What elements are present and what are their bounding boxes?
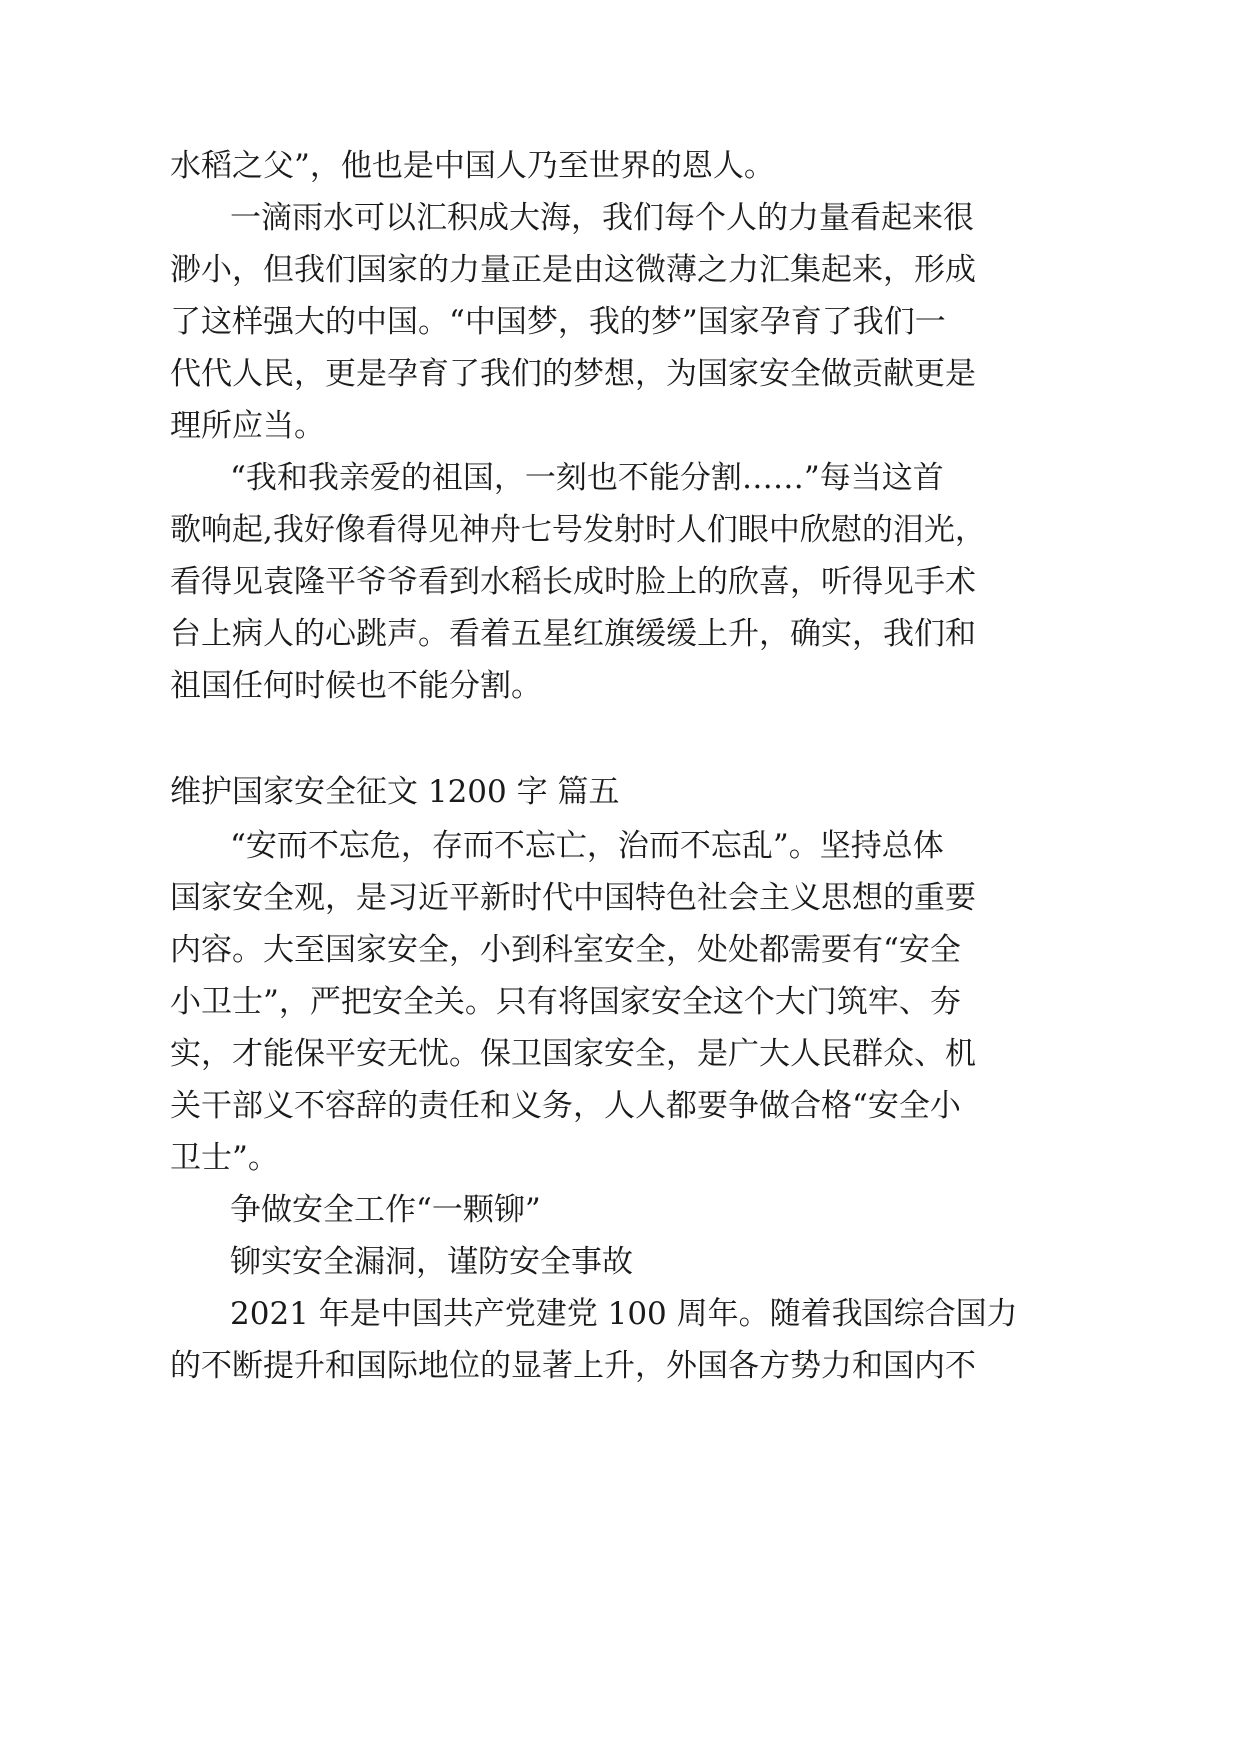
text-line xyxy=(0,554,1241,610)
line-text: “安而不忘危，存而不忘亡，治而不忘乱”。坚持总体 xyxy=(230,828,944,864)
text-line xyxy=(0,398,1241,454)
text-line xyxy=(0,450,1241,506)
line-text: 内容。大至国家安全，小到科室安全，处处都需要有“安全 xyxy=(170,932,961,968)
line-text: 水稻之父”，他也是中国人乃至世界的恩人。 xyxy=(170,148,775,184)
text-line xyxy=(0,606,1241,662)
text-line xyxy=(0,1286,1241,1342)
line-text: 的不断提升和国际地位的显著上升，外国各方势力和国内不 xyxy=(170,1348,976,1384)
line-text: 争做安全工作“一颗铆” xyxy=(230,1192,541,1228)
text-line xyxy=(0,1078,1241,1134)
text-line xyxy=(0,870,1241,926)
text-line xyxy=(0,502,1241,558)
text-line xyxy=(0,1130,1241,1186)
text-line xyxy=(0,658,1241,714)
text-line xyxy=(0,294,1241,350)
line-text: 台上病人的心跳声。看着五星红旗缓缓上升，确实，我们和 xyxy=(170,616,976,652)
line-text: 了这样强大的中国。“中国梦，我的梦”国家孕育了我们一 xyxy=(170,304,946,340)
text-line xyxy=(0,1338,1241,1394)
line-text: “我和我亲爱的祖国，一刻也不能分割……”每当这首 xyxy=(230,460,944,496)
text-line xyxy=(0,190,1241,246)
section-heading xyxy=(0,764,1241,820)
text-line xyxy=(0,818,1241,874)
line-text: 祖国任何时候也不能分割。 xyxy=(170,668,542,704)
text-line xyxy=(0,974,1241,1030)
line-text: 关干部义不容辞的责任和义务，人人都要争做合格“安全小 xyxy=(170,1088,961,1124)
line-text: 2021 年是中国共产党建党 100 周年。随着我国综合国力 xyxy=(230,1296,1018,1332)
line-text: 一滴雨水可以汇积成大海，我们每个人的力量看起来很 xyxy=(230,200,974,236)
section-heading-text: 维护国家安全征文 1200 字 篇五 xyxy=(170,774,620,810)
line-text: 歌响起,我好像看得见神舟七号发射时人们眼中欣慰的泪光， xyxy=(170,512,986,548)
text-line xyxy=(0,242,1241,298)
line-text: 国家安全观，是习近平新时代中国特色社会主义思想的重要 xyxy=(170,880,976,916)
line-text: 渺小，但我们国家的力量正是由这微薄之力汇集起来，形成 xyxy=(170,252,976,288)
text-line xyxy=(0,346,1241,402)
line-text: 理所应当。 xyxy=(170,408,325,444)
text-line xyxy=(0,138,1241,194)
line-text: 实，才能保平安无忧。保卫国家安全，是广大人民群众、机 xyxy=(170,1036,976,1072)
line-text: 卫士”。 xyxy=(170,1140,279,1176)
line-text: 代代人民，更是孕育了我们的梦想，为国家安全做贡献更是 xyxy=(170,356,976,392)
line-text: 铆实安全漏洞，谨防安全事故 xyxy=(230,1244,633,1280)
text-line xyxy=(0,1234,1241,1290)
line-text: 小卫士”，严把安全关。只有将国家安全这个大门筑牢、夯 xyxy=(170,984,961,1020)
text-line xyxy=(0,1182,1241,1238)
text-line xyxy=(0,1026,1241,1082)
text-line xyxy=(0,922,1241,978)
line-text: 看得见袁隆平爷爷看到水稻长成时脸上的欣喜，听得见手术 xyxy=(170,564,976,600)
